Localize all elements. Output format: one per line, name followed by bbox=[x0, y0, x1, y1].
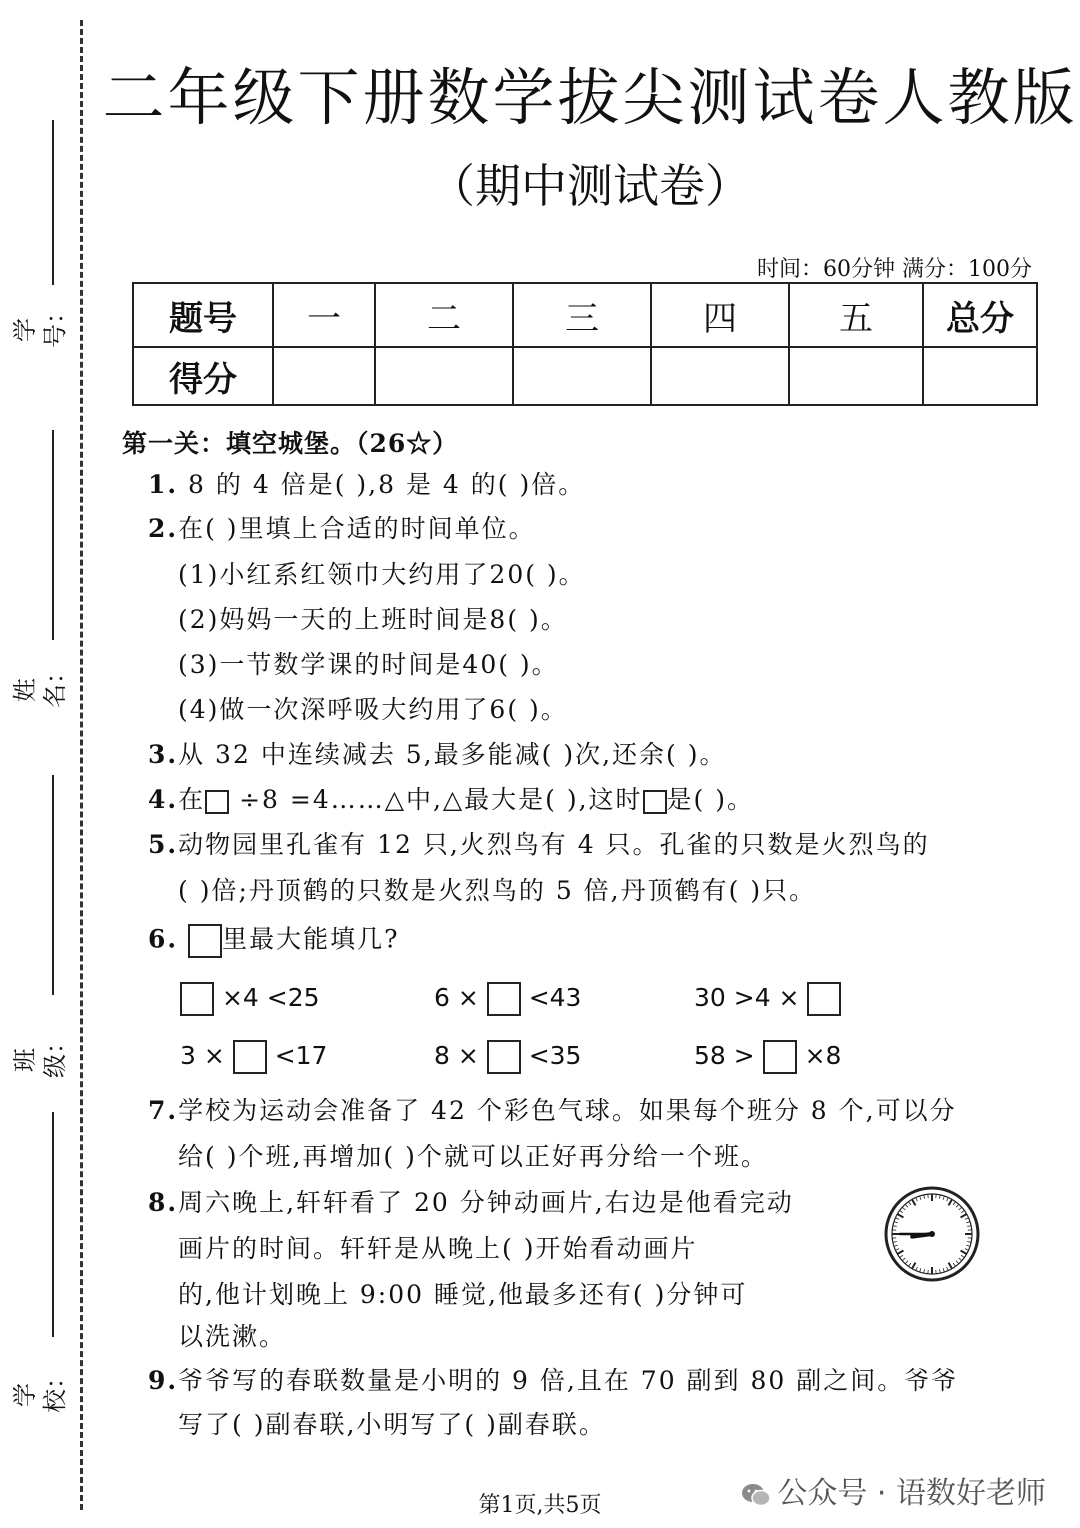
question-2-sub-3: (3)一节数学课的时间是40( )。 bbox=[178, 650, 559, 679]
class-blank[interactable] bbox=[52, 775, 54, 995]
answer-box[interactable] bbox=[763, 1040, 797, 1074]
score-header-cell: 总分 bbox=[923, 283, 1037, 347]
question-1: 1. 8 的 4 倍是( ),8 是 4 的( )倍。 bbox=[148, 470, 586, 499]
question-7-line-2: 给( )个班,再增加( )个就可以正好再分给一个班。 bbox=[178, 1142, 768, 1171]
answer-box[interactable] bbox=[487, 982, 521, 1016]
student-id-label: 学号： bbox=[11, 300, 69, 348]
answer-box[interactable] bbox=[180, 982, 214, 1016]
question-8-line-3: 的,他计划晚上 9:00 睡觉,他最多还有( )分钟可 bbox=[178, 1280, 748, 1309]
score-cell[interactable] bbox=[923, 347, 1037, 405]
binding-dashed-line bbox=[80, 20, 83, 1510]
question-6: 6. 里最大能填几? bbox=[148, 924, 399, 958]
score-cell[interactable] bbox=[273, 347, 375, 405]
score-header-cell: 三 bbox=[513, 283, 651, 347]
score-cell[interactable] bbox=[789, 347, 923, 405]
score-header-cell: 一 bbox=[273, 283, 375, 347]
score-header-cell: 题号 bbox=[133, 283, 273, 347]
name-label: 姓名： bbox=[11, 660, 69, 708]
class-label: 班级： bbox=[11, 1030, 69, 1078]
question-4: 4.在 ÷8 =4……△中,△最大是( ),这时 是( )。 bbox=[148, 785, 754, 814]
clock-icon bbox=[882, 1184, 982, 1284]
inequality-item: 3 × <17 bbox=[180, 1040, 327, 1074]
question-5: 5.动物园里孔雀有 12 只,火烈鸟有 4 只。孔雀的只数是火烈鸟的 bbox=[148, 830, 930, 859]
inequality-item: 8 × <35 bbox=[434, 1040, 581, 1074]
question-8: 8.周六晚上,轩轩看了 20 分钟动画片,右边是他看完动 bbox=[148, 1188, 794, 1217]
score-table-score-row bbox=[133, 347, 1037, 405]
question-2-sub-1: (1)小红系红领巾大约用了20( )。 bbox=[178, 560, 586, 589]
school-blank[interactable] bbox=[52, 1112, 54, 1337]
exam-info: 时间：60分钟 满分：100分 bbox=[757, 257, 1032, 282]
question-8-line-2: 画片的时间。轩轩是从晚上( )开始看动画片 bbox=[178, 1234, 698, 1263]
score-header-cell: 四 bbox=[651, 283, 789, 347]
score-cell[interactable] bbox=[651, 347, 789, 405]
question-2-sub-4: (4)做一次深呼吸大约用了6( )。 bbox=[178, 695, 568, 724]
wechat-icon bbox=[741, 1482, 771, 1508]
score-cell[interactable] bbox=[375, 347, 513, 405]
score-table bbox=[132, 282, 1038, 406]
score-header-cell: 五 bbox=[789, 283, 923, 347]
question-8-line-4: 以洗漱。 bbox=[178, 1322, 287, 1351]
inequality-item: 30 >4 × bbox=[694, 982, 841, 1016]
name-blank[interactable] bbox=[52, 430, 54, 640]
answer-box[interactable] bbox=[487, 1040, 521, 1074]
question-9: 9.爷爷写的春联数量是小明的 9 倍,且在 70 副到 80 副之间。爷爷 bbox=[148, 1366, 959, 1395]
inequality-item: 58 > ×8 bbox=[694, 1040, 841, 1074]
answer-box[interactable] bbox=[643, 790, 667, 814]
score-header-cell: 二 bbox=[375, 283, 513, 347]
section-title: 第一关：填空城堡。（26☆） bbox=[122, 429, 459, 458]
answer-box[interactable] bbox=[233, 1040, 267, 1074]
student-id-blank[interactable] bbox=[52, 120, 54, 285]
score-cell[interactable] bbox=[513, 347, 651, 405]
question-2: 2.在( )里填上合适的时间单位。 bbox=[148, 514, 536, 543]
score-table-header-row bbox=[133, 283, 1037, 347]
inequality-item: ×4 <25 bbox=[180, 982, 320, 1016]
exam-subtitle: （期中测试卷） bbox=[429, 159, 751, 213]
answer-box[interactable] bbox=[205, 790, 229, 814]
question-9-line-2: 写了( )副春联,小明写了( )副春联。 bbox=[178, 1410, 606, 1439]
school-label: 学校： bbox=[11, 1365, 69, 1413]
question-7: 7.学校为运动会准备了 42 个彩色气球。如果每个班分 8 个,可以分 bbox=[148, 1096, 957, 1125]
page-number: 第1页,共5页 bbox=[478, 1493, 602, 1518]
answer-box[interactable] bbox=[807, 982, 841, 1016]
question-2-sub-2: (2)妈妈一天的上班时间是8( )。 bbox=[178, 605, 568, 634]
answer-box bbox=[188, 924, 222, 958]
question-5-line-2: ( )倍;丹顶鹤的只数是火烈鸟的 5 倍,丹顶鹤有( )只。 bbox=[178, 876, 817, 905]
question-3: 3.从 32 中连续减去 5,最多能减( )次,还余( )。 bbox=[148, 740, 727, 769]
inequality-item: 6 × <43 bbox=[434, 982, 581, 1016]
exam-title: 二年级下册数学拔尖测试卷人教版 bbox=[102, 61, 1078, 134]
watermark: 公众号 · 语数好老师 bbox=[741, 1468, 1046, 1512]
score-row-label: 得分 bbox=[133, 347, 273, 405]
